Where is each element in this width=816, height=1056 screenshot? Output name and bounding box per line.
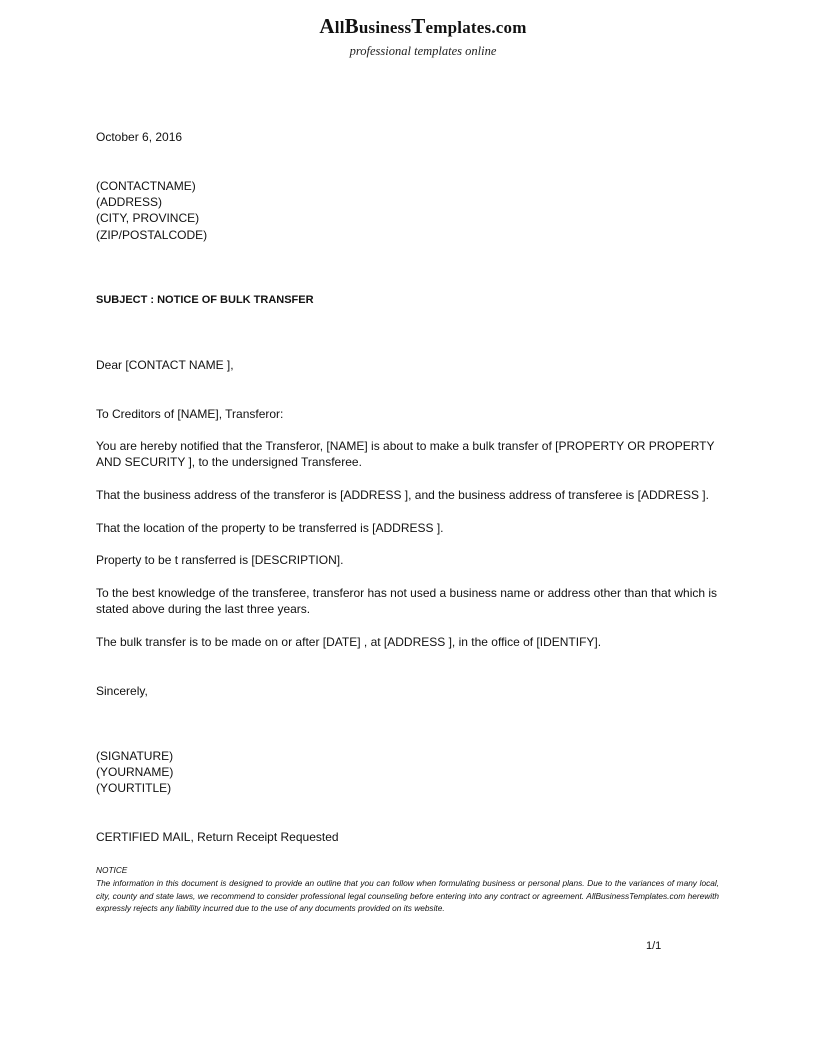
recipient-zip: (ZIP/POSTALCODE)	[96, 228, 208, 242]
brand-name	[0, 14, 816, 39]
opening-line: To Creditors of [NAME], Transferor:	[96, 407, 284, 421]
recipient-city: (CITY, PROVINCE)	[96, 211, 200, 225]
brand-name-part: ll	[334, 18, 345, 37]
recipient-name: (CONTACTNAME)	[96, 179, 196, 193]
mail-note: CERTIFIED MAIL, Return Receipt Requested	[96, 830, 339, 844]
letter-subject: SUBJECT : NOTICE OF BULK TRANSFER	[96, 294, 314, 306]
closing: Sincerely,	[96, 684, 148, 698]
body-paragraph: That the location of the property to be transferred is [ADDRESS ].	[96, 521, 444, 535]
body-paragraph: You are hereby notified that the Transferor, [NAME] is about to make a bulk transfer of [PROPERTY OR PROPERTY AND SECURITY ], to the undersigned Transferee.	[96, 439, 715, 470]
notice-heading: NOTICE	[96, 865, 128, 875]
signer-title: (YOURTITLE)	[96, 781, 172, 795]
signer-name: (YOURNAME)	[96, 765, 174, 779]
brand-header	[0, 14, 816, 59]
brand-name-letter: B	[344, 14, 359, 38]
letter-date: October 6, 2016	[96, 130, 183, 144]
page-number: 1/1	[646, 940, 662, 952]
recipient-address: (ADDRESS)	[96, 195, 163, 209]
brand-tagline: professional templates online	[349, 44, 497, 58]
brand-name-letter: T	[411, 14, 426, 38]
body-paragraph: To the best knowledge of the transferee, transferor has not used a business name or address other than that which is stated above during the last three years.	[96, 586, 718, 617]
body-paragraph: That the business address of the transferor is [ADDRESS ], and the business address of transferee is [ADDRESS ].	[96, 488, 709, 502]
notice-body: The information in this document is designed to provide an outline that you can follow when formulating business or personal plans. Due to the variances of many local, city, county and state laws, we recommend to consider professional legal counseling before entering into any contract or agreement. AllBusinessTemplates.com herewith expressly rejects any liability incurred due to the use of any documents provided on its website.	[96, 877, 719, 914]
body-paragraph: The bulk transfer is to be made on or after [DATE] , at [ADDRESS ], in the office of [IDENTIFY].	[96, 635, 602, 649]
brand-name-part: emplates.com	[425, 18, 527, 37]
salutation: Dear [CONTACT NAME ],	[96, 358, 234, 372]
brand-name-part: usiness	[358, 18, 412, 37]
legal-notice	[96, 864, 719, 915]
signature-placeholder: (SIGNATURE)	[96, 749, 174, 763]
brand-name-letter: A	[319, 14, 335, 38]
body-paragraph: Property to be t ransferred is [DESCRIPTION].	[96, 553, 344, 567]
